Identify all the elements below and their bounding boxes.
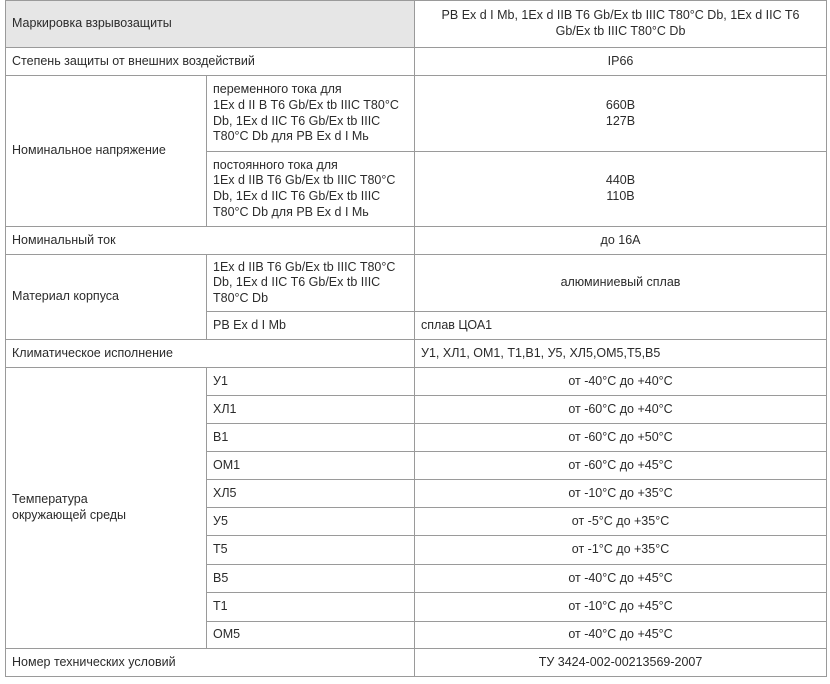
temperature-code: В1 (207, 424, 415, 452)
temperature-code: Т5 (207, 536, 415, 565)
temperature-range: от -40°С до +40°С (415, 368, 827, 396)
temperature-range: от -60°С до +50°С (415, 424, 827, 452)
temperature-code: ХЛ5 (207, 480, 415, 508)
header-label: Маркировка взрывозащиты (6, 1, 415, 48)
table-row (6, 227, 827, 255)
temperature-code: ХЛ1 (207, 396, 415, 424)
temperature-range: от -10°С до +35°С (415, 480, 827, 508)
temperature-range: от -60°С до +40°С (415, 396, 827, 424)
housing-label: Материал корпуса (6, 255, 207, 340)
temperature-code: ОМ1 (207, 452, 415, 480)
voltage-ac-value: 660В 127В (415, 76, 827, 152)
tech-conditions-value: ТУ 3424-002-00213569-2007 (415, 649, 827, 677)
temperature-code: У5 (207, 508, 415, 536)
header-value: PB Ex d I Mb, 1Ex d IIB T6 Gb/Ex tb IIIC T80°C Db, 1Ex d IIC T6 Gb/Ex tb IIIC T80°C Db (415, 1, 827, 48)
table-row (6, 1, 827, 48)
temperature-range: от -1°С до +35°С (415, 536, 827, 565)
temperature-range: от -10°С до +45°С (415, 593, 827, 622)
table-row (6, 255, 827, 312)
table-row (6, 649, 827, 677)
temperature-code: У1 (207, 368, 415, 396)
housing-row1-label: 1Ex d IIB T6 Gb/Ex tb IIIC T80°C Db, 1Ex d IIC T6 Gb/Ex tb IIIC T80°C Db (207, 255, 415, 312)
current-label: Номинальный ток (6, 227, 415, 255)
current-value: до 16А (415, 227, 827, 255)
temperature-range: от -40°С до +45°С (415, 565, 827, 593)
temperature-range: от -60°С до +45°С (415, 452, 827, 480)
table-row (6, 76, 827, 152)
voltage-dc-value: 440В 110В (415, 152, 827, 227)
housing-row2-label: PB Ex d I Mb (207, 312, 415, 340)
temperature-code: В5 (207, 565, 415, 593)
table-row (6, 368, 827, 396)
temperature-range: от -5°С до +35°С (415, 508, 827, 536)
temperature-range: от -40°С до +45°С (415, 622, 827, 649)
voltage-ac-label: переменного тока для 1Ex d II B T6 Gb/Ex tb IIIC T80°C Db, 1Ex d IIC T6 Gb/Ex tb IIIC T80°C Db для PB Ex d I Mь (207, 76, 415, 152)
climate-value: У1, ХЛ1, ОМ1, Т1,В1, У5, ХЛ5,ОМ5,Т5,В5 (415, 340, 827, 368)
spec-table (5, 0, 827, 677)
housing-row1-value: алюминиевый сплав (415, 255, 827, 312)
voltage-dc-label: постоянного тока для 1Ex d IIB T6 Gb/Ex tb IIIC T80°C Db, 1Ex d IIC T6 Gb/Ex tb IIIC T80°C Db для PB Ex d I Mь (207, 152, 415, 227)
protection-value: IP66 (415, 48, 827, 76)
housing-row2-value: сплав ЦОА1 (415, 312, 827, 340)
table-row (6, 48, 827, 76)
temperature-code: ОМ5 (207, 622, 415, 649)
temperature-label: Температура окружающей среды (6, 368, 207, 649)
voltage-label: Номинальное напряжение (6, 76, 207, 227)
temperature-code: Т1 (207, 593, 415, 622)
climate-label: Климатическое исполнение (6, 340, 415, 368)
tech-conditions-label: Номер технических условий (6, 649, 415, 677)
table-row (6, 340, 827, 368)
protection-label: Степень защиты от внешних воздействий (6, 48, 415, 76)
